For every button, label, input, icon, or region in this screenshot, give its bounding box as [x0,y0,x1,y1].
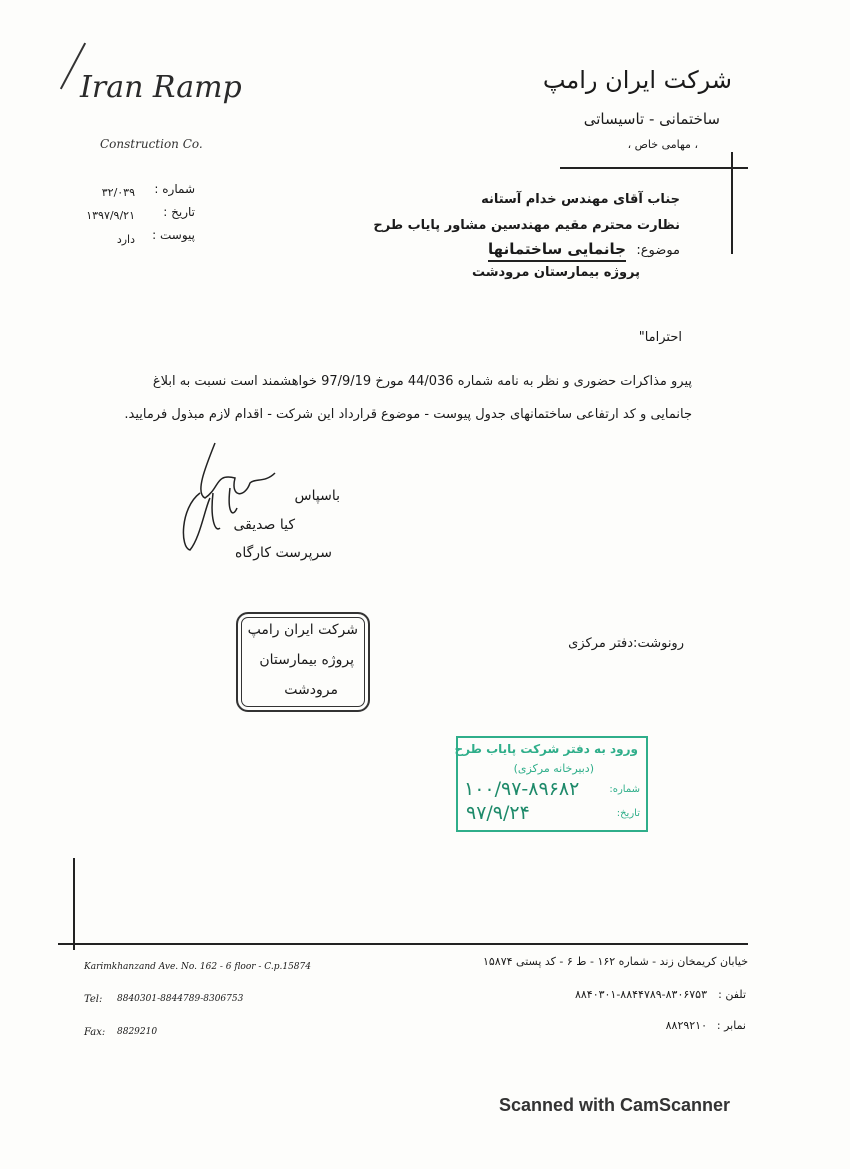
entry-stamp-subtitle: (دبیرخانه مرکزی) [513,762,594,775]
entry-stamp-number-value: ۱۰۰/۹۷-۸۹۶۸۲ [464,778,580,800]
stamp-line-3: مرودشت [284,682,338,698]
company-name: شرکت ایران رامپ [542,66,732,94]
footer-horizontal-rule [58,943,748,945]
entry-stamp-number-label: شماره: [609,784,640,795]
signature-title: سرپرست کارگاه [235,545,332,561]
meta-number-value: ۳۲/۰۳۹ [101,186,135,199]
signature-name: کیا صدیقی [233,517,295,533]
company-subtitle: ساختمانی - تاسیساتی [583,110,720,128]
meta-date-value: ۱۳۹۷/۹/۲۱ [86,209,135,222]
footer-fax-en: 8829210 [117,1027,158,1037]
footer-fax-label-fa: نمابر : [716,1019,746,1032]
footer-vertical-rule [73,858,75,950]
footer-tel-en: 8840301-8844789-8306753 [117,994,244,1004]
meta-attachment-value: دارد [116,233,135,246]
footer-address-fa: خیابان کریمخان زند - شماره ۱۶۲ - ط ۶ - کد پستی ۱۵۸۷۴ [482,955,748,968]
header-vertical-rule [731,152,733,254]
handwritten-signature [175,438,280,558]
entry-stamp-date-label: تاریخ: [616,808,640,819]
entry-stamp-title: ورود به دفتر شرکت پایاب طرح [454,742,638,756]
footer-tel-label-en: Tel: [84,994,103,1005]
subject-value: جانمایی ساختمانها [488,240,626,262]
stamp-line-2: پروژه بیمارستان [259,652,354,668]
footer-tel-fa: ۸۸۴۰۳۰۱-۸۸۴۴۷۸۹-۸۳۰۶۷۵۳ [574,988,707,1001]
project-name: پروژه بیمارستان مرودشت [471,265,640,280]
meta-date-label: تاریخ : [163,205,195,219]
meta-number-label: شماره : [154,182,195,196]
entry-stamp-date-value: ۹۷/۹/۲۴ [466,802,530,824]
subject-label: موضوع: [636,243,680,258]
body-line-1: پیرو مذاکرات حضوری و نظر به نامه شماره 44/036 مورخ 97/9/19 خواهشمند است نسبت به ابلاغ [152,374,692,389]
footer-address-en: Karimkhanzand Ave. No. 162 - 6 floor - C.p.15874 [84,962,311,972]
signature-closing: باسپاس [294,488,340,504]
company-stamp [236,612,370,712]
entry-stamp [456,736,648,832]
footer-tel-label-fa: تلفن : [718,988,746,1001]
scanner-watermark: Scanned with CamScanner [499,1095,731,1115]
logo-text: Iran Ramp [80,70,242,105]
footer-fax-label-en: Fax: [84,1027,106,1038]
stamp-line-1: شرکت ایران رامپ [247,622,358,638]
carbon-copy: رونوشت:دفتر مرکزی [568,636,684,651]
company-type: ، مهامی خاص ، [627,138,698,151]
footer-fax-fa: ۸۸۲۹۲۱۰ [665,1019,707,1032]
logo-subtext: Construction Co. [100,137,203,151]
body-line-2: جانمایی و کد ارتفاعی ساختمانهای جدول پیوست - موضوع قرارداد این شرکت - اقدام لازم مبذول فرمایید. [124,407,692,422]
salutation: احتراما" [638,330,682,345]
recipient-org: نظارت محترم مقیم مهندسین مشاور پایاب طرح [373,218,680,233]
header-horizontal-rule [560,167,748,169]
recipient-name: جناب آقای مهندس خدام آستانه [481,192,680,207]
meta-attachment-label: پیوست : [152,228,195,242]
